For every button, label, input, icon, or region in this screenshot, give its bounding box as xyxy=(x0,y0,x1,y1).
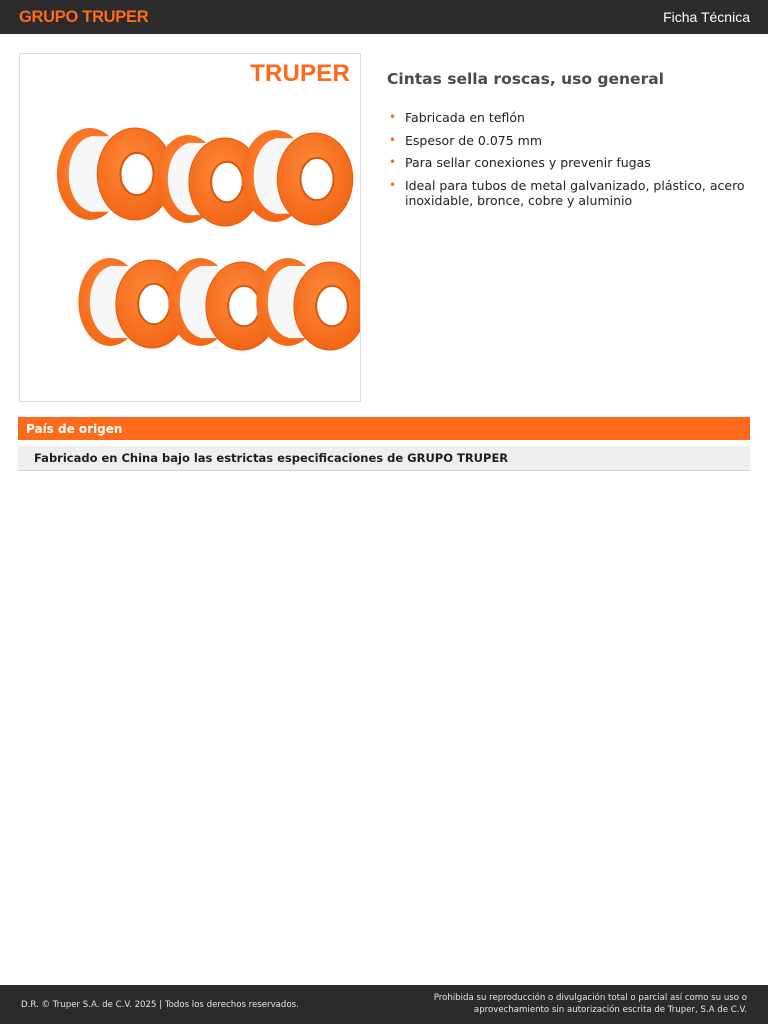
origin-value: Fabricado en China bajo las estrictas especificaciones de GRUPO TRUPER xyxy=(18,446,750,471)
tape-reel xyxy=(242,130,353,225)
document-type-label: Ficha Técnica xyxy=(663,9,750,25)
feature-item: • Espesor de 0.075 mm xyxy=(389,132,543,148)
brand-logo: GRUPO TRUPER xyxy=(19,7,149,26)
feature-item: • Para sellar conexiones y prevenir fugas xyxy=(389,155,651,170)
product-title: Cintas sella roscas, uso general xyxy=(387,70,664,88)
copyright-text: D.R. © Truper S.A. de C.V. 2025 | Todos los derechos reservados. xyxy=(21,999,299,1010)
bullet-icon: • xyxy=(389,177,397,192)
bullet-icon: • xyxy=(389,132,397,147)
product-image xyxy=(19,53,361,402)
legal-notice: Prohibida su reproducción o divulgación total o parcial así como su uso o aprovechamiento sin autorización escrita de Truper, S.A de C.V. xyxy=(433,993,747,1015)
tape-reel xyxy=(256,258,361,350)
feature-item: • Fabricada en teflón xyxy=(389,110,525,125)
bullet-icon: • xyxy=(389,110,397,124)
feature-list xyxy=(389,110,751,216)
product-photo xyxy=(20,54,361,402)
tape-reel xyxy=(57,128,173,220)
origin-section-header: País de origen xyxy=(18,417,750,440)
feature-item: • Ideal para tubos de metal galvanizado, plástico, acero inoxidable, bronce, cobre y aluminio xyxy=(389,177,745,208)
tape-reels xyxy=(57,128,361,350)
image-brand-logo: TRUPER xyxy=(250,60,350,87)
footer xyxy=(0,985,768,1024)
bullet-icon: • xyxy=(389,155,397,169)
top-bar xyxy=(0,0,768,34)
